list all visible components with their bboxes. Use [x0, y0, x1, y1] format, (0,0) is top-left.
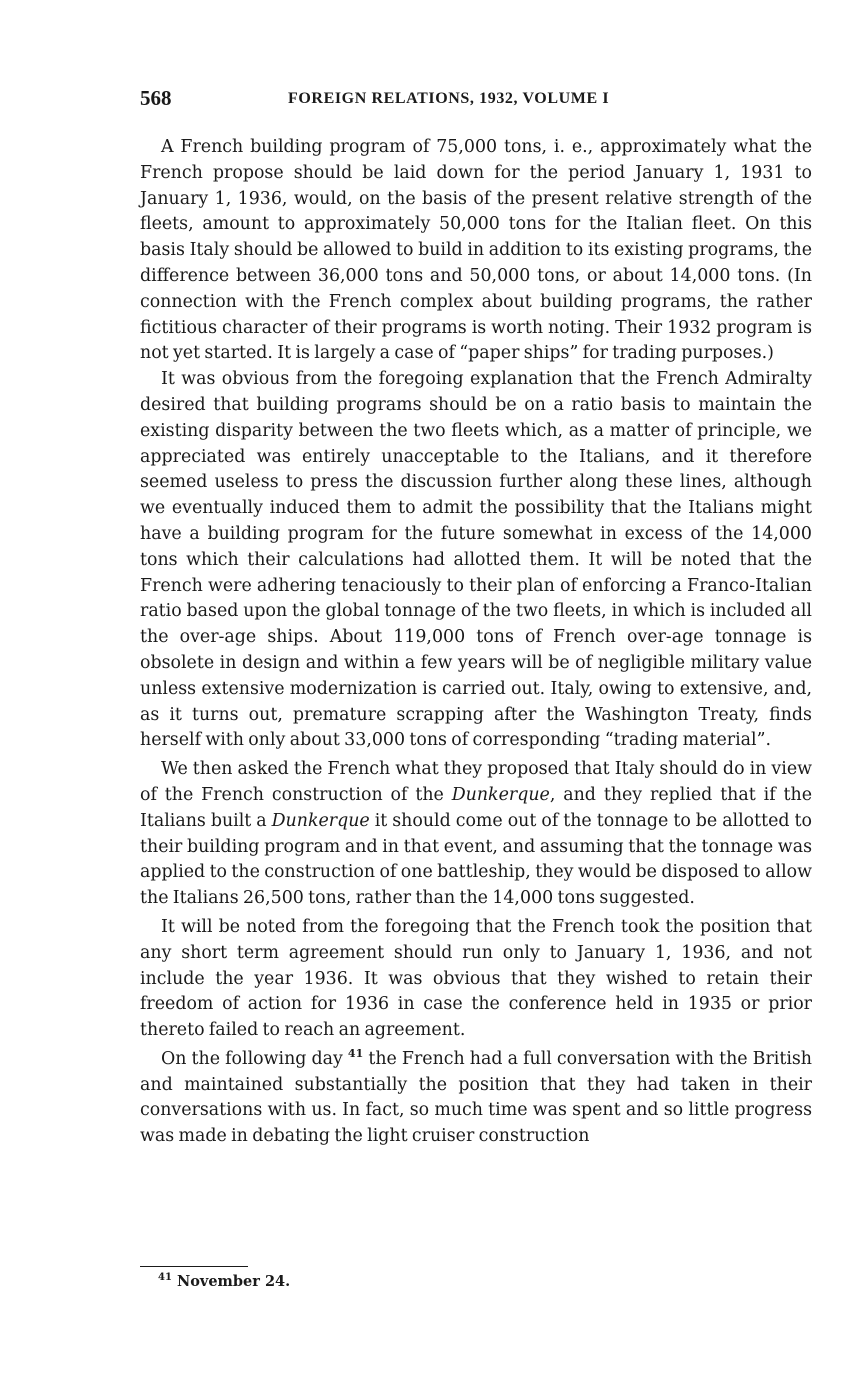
body-text [140, 135, 812, 1150]
footnote-divider [140, 1266, 248, 1267]
ship-name-dunkerque: Dunkerque [451, 784, 550, 805]
footnote-reference[interactable]: 41 [347, 1047, 364, 1061]
paragraph-1: A French building program of 75,000 tons, i. e., approximately what the French propose should be laid down for the period January 1, 1931 to January 1, 1936, would, on the basis of the present relative strength of the fleets, amount to approximately 50,000 tons for the Italian fleet. On this basis Italy should be allowed to build in addition to its existing programs, the difference between 36,000 tons and 50,000 tons, or about 14,000 tons. (In connection with the French complex about building programs, the rather fictitious character of their programs is worth noting. Their 1932 program is not yet started. It is largely a case of “paper ships” for trading purposes.) [140, 137, 812, 364]
paragraph-5 [140, 1047, 812, 1150]
paragraph-4: It will be noted from the foregoing that the French took the position that any short term agreement should run only to January 1, 1936, and not include the year 1936. It was obvious that they wished to retain their freedom of action for 1936 in case the conference held in 1935 or prior thereto failed to reach an agreement. [140, 916, 812, 1041]
ship-name-dunkerque-2: Dunkerque [271, 810, 370, 831]
page-header [140, 86, 812, 112]
paragraph-3-part-c: it should come out of the tonnage to be allotted to their building program and in that event, and assuming that the tonnage was applied to the construction of one battleship, they would be disposed to allow the Italians 26,500 tons, rather than the 14,000 tons suggested. [140, 810, 812, 909]
footnote [140, 1273, 290, 1290]
footnote-text: November 24. [171, 1273, 291, 1290]
page-number: 568 [140, 86, 172, 110]
paragraph-3 [140, 757, 812, 912]
footnote-mark: 41 [158, 1272, 172, 1284]
paragraph-3-part-a: We then asked the French what they proposed that Italy should do in view of the French construction of the [140, 759, 812, 805]
paragraph-5-part-a: On the following day [161, 1048, 348, 1069]
paragraph-5-part-b: the French had a full conversation with the British and maintained substantially the position that they had taken in their conversations with us. In fact, so much time was spent and so little progress was made in debating the light cruiser construction [140, 1048, 812, 1147]
running-head: FOREIGN RELATIONS, 1932, VOLUME I [288, 90, 610, 107]
paragraph-2: It was obvious from the foregoing explanation that the French Admiralty desired that building programs should be on a ratio basis to maintain the existing disparity between the two fleets which, as a matter of principle, we appreciated was entirely unacceptable to the Italians, and it therefore seemed useless to press the discussion further along these lines, although we eventually induced them to admit the possibility that the Italians might have a building program for the future somewhat in excess of the 14,000 tons which their calculations had allotted them. It will be noted that the French were adhering tenaciously to their plan of enforcing a Franco-Italian ratio based upon the global tonnage of the two fleets, in which is included all the over-age ships. About 119,000 tons of French over-age tonnage is obsolete in design and within a few years will be of negligible military value unless extensive modernization is carried out. Italy, owing to extensive, and, as it turns out, premature scrapping after the Washington Treaty, finds herself with only about 33,000 tons of corresponding “trading material”. [140, 369, 812, 751]
paragraph-3-part-b: , and they replied that if the Italians built a [140, 784, 812, 831]
